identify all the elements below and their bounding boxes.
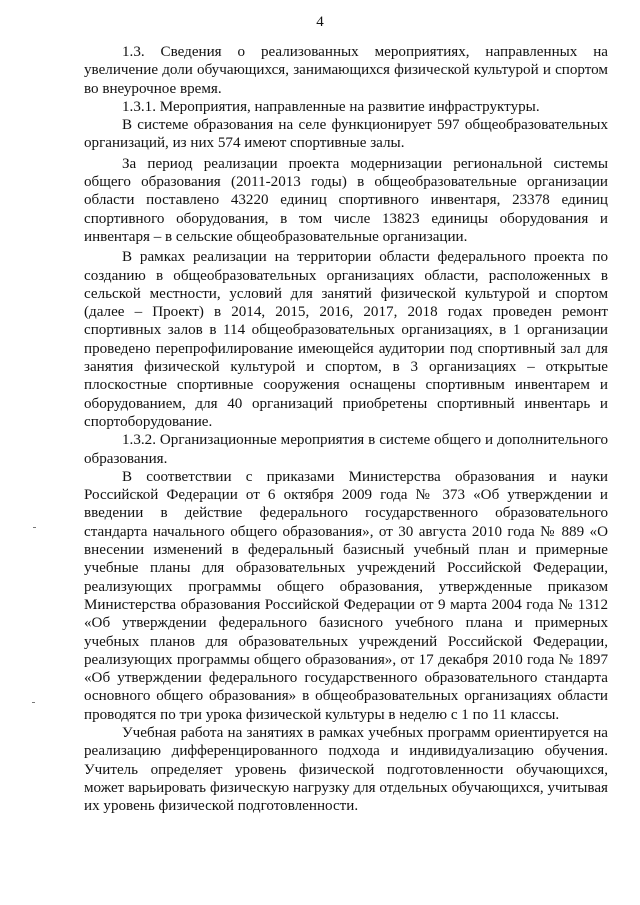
paragraph-ministry-orders: В соответствии с приказами Министерства образования и науки Российской Федерации от 6 октября 2009 года № 373 «Об утверждении и введении в действие федерального государственного образовательного стандарта начального общего образования», от 30 августа 2010 года № 889 «О внесении изменений в федеральный базисный учебный план и примерные учебные планы для образовательных учреждений Российской Федерации, реализующих программы общего образования, утвержденные приказом Министерства образования Российской Федерации от 9 марта 2004 года № 1312 «Об утверждении федерального базисного учебного плана и примерных учебных планов для образовательных учреждений Российской Федерации, реализующих программы общего образования», от 17 декабря 2010 года № 1897 «Об утверждении федерального государственного образовательного стандарта основного общего образования» в общеобразовательных организациях области проводятся по три урока физической культуры в неделю с 1 по 11 классы. bbox=[84, 468, 608, 723]
subsection-heading-1-3-2: 1.3.2. Организационные мероприятия в системе общего и дополнительного образования. bbox=[84, 432, 608, 467]
paragraph-federal-project: В рамках реализации на территории области федерального проекта по созданию в общеобразовательных организациях области, расположенных в сельской местности, условий для занятий физической культурой и спортом (далее – Проект) в 2014, 2015, 2016, 2017, 2018 годах проведен ремонт спортивных залов в 114 общеобразовательных организациях, в 1 организации проведено перепрофилирование имеющейся аудитории под спортивный зал для занятия физической культурой и спортом, в 3 организациях – открытые плоскостные спортивные сооружения оснащены спортивным инвентарем и оборудованием, для 40 организаций приобретены спортивный инвентарь и спортоборудование. bbox=[84, 249, 608, 430]
paragraph-educational-work: Учебная работа на занятиях в рамках учебных программ ориентируется на реализацию дифференцированного подхода и индивидуализацию обучения. Учитель определяет уровень физической подготовленности обучающихся, может варьировать физическую нагрузку для отдельных обучающихся, учитывая их уровень физической подготовленности. bbox=[84, 724, 608, 815]
page-number: 4 bbox=[316, 14, 324, 30]
scan-mark bbox=[33, 527, 36, 528]
document-body bbox=[84, 43, 608, 815]
section-heading-1-3: 1.3. Сведения о реализованных мероприятиях, направленных на увеличение доли обучающихся, занимающихся физической культурой и спортом во внеурочное время. bbox=[84, 44, 608, 97]
subsection-heading-1-3-1: 1.3.1. Мероприятия, направленные на развитие инфраструктуры. bbox=[122, 98, 540, 115]
paragraph-modernization: За период реализации проекта модернизации региональной системы общего образования (2011-2013 годы) в общеобразовательные организации области поставлено 43220 единиц спортивного инвентаря, 23378 единиц спортивного оборудования, в том числе 13823 единицы оборудования и инвентаря – в сельские общеобразовательные организации. bbox=[84, 155, 608, 245]
scan-mark bbox=[32, 702, 35, 703]
paragraph-rural-schools: В системе образования на селе функционирует 597 общеобразовательных организаций, из них 574 имеют спортивные залы. bbox=[84, 117, 608, 152]
